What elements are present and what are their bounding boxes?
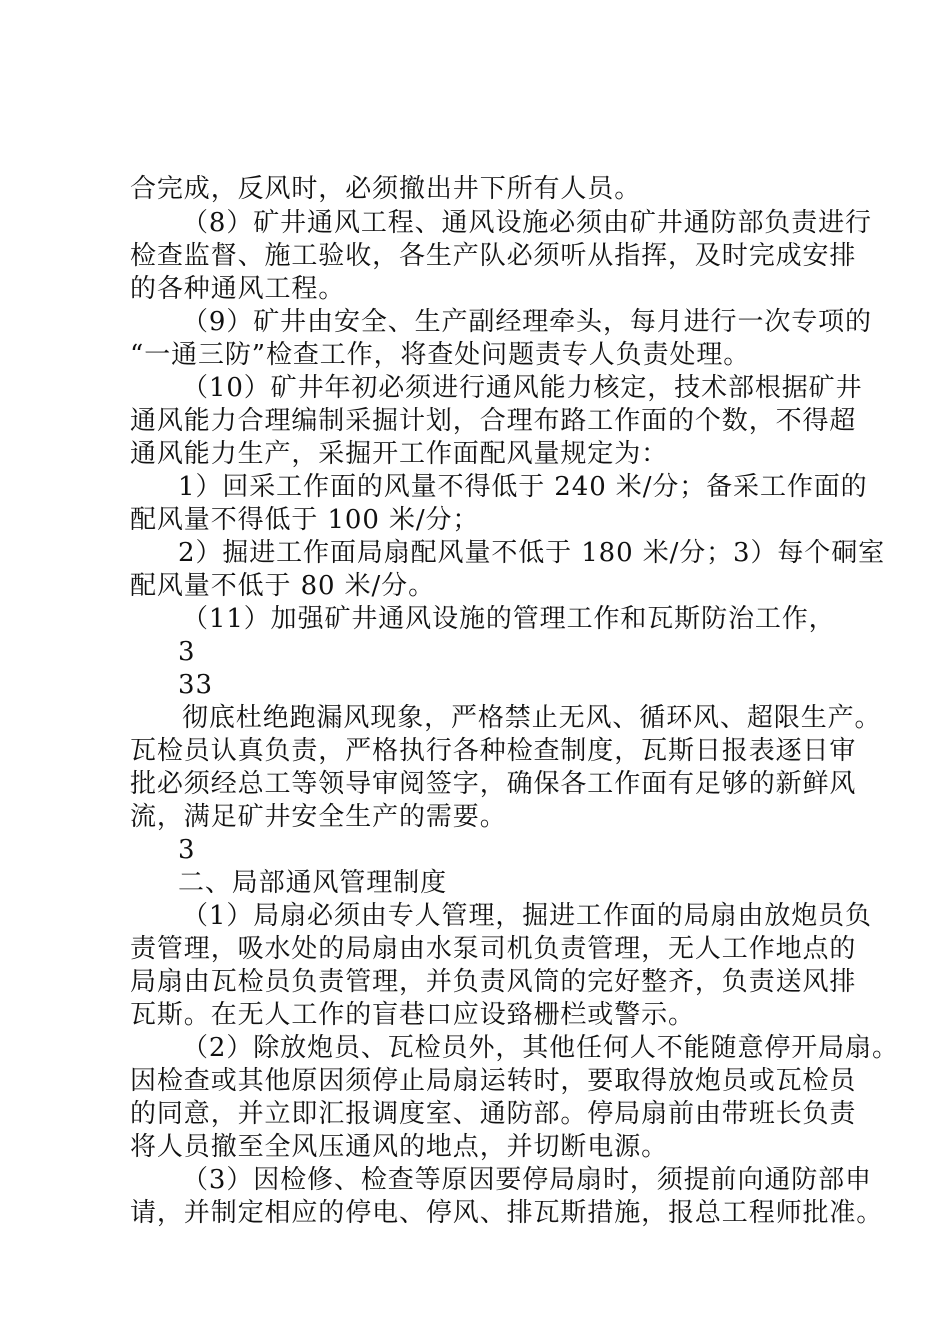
text-line: （8）矿井通风工程、通风设施必须由矿井通防部负责进行 bbox=[182, 208, 872, 238]
text-line: 责管理，吸水处的局扇由水泵司机负责管理，无人工作地点的 bbox=[130, 934, 857, 964]
text-line: 的各种通风工程。 bbox=[130, 274, 346, 304]
text-line: （11）加强矿井通风设施的管理工作和瓦斯防治工作， bbox=[182, 604, 836, 634]
text-line: 瓦检员认真负责，严格执行各种检查制度，瓦斯日报表逐日审 bbox=[130, 736, 857, 766]
section-heading: 二、局部通风管理制度 bbox=[178, 868, 448, 898]
text-line: 检查监督、施工验收，各生产队必须听从指挥，及时完成安排 bbox=[130, 241, 857, 271]
text-line: 请，并制定相应的停电、停风、排瓦斯措施，报总工程师批准。 bbox=[130, 1198, 884, 1228]
text-line: 1）回采工作面的风量不得低于 240 米/分；备采工作面的 bbox=[178, 472, 868, 502]
text-line: 将人员撤至全风压通风的地点，并切断电源。 bbox=[130, 1132, 669, 1162]
page-number: 3 bbox=[178, 637, 196, 667]
text-line: 局扇由瓦检员负责管理，并负责风筒的完好整齐，负责送风排 bbox=[130, 967, 857, 997]
text-line: （3）因检修、检查等原因要停局扇时，须提前向通防部申 bbox=[182, 1165, 872, 1195]
text-line: 通风能力生产，采掘开工作面配风量规定为： bbox=[130, 439, 669, 469]
text-line: 配风量不得低于 100 米/分； bbox=[130, 505, 480, 535]
text-line: （1）局扇必须由专人管理，掘进工作面的局扇由放炮员负 bbox=[182, 901, 872, 931]
text-line: 批必须经总工等领导审阅签字，确保各工作面有足够的新鲜风 bbox=[130, 769, 857, 799]
text-line: 2）掘进工作面局扇配风量不低于 180 米/分；3）每个硐室 bbox=[178, 538, 885, 568]
text-line: 因检查或其他原因须停止局扇运转时，要取得放炮员或瓦检员 bbox=[130, 1066, 857, 1096]
text-line: “一通三防”检查工作，将查处问题责专人负责处理。 bbox=[130, 340, 751, 370]
text-line: （10）矿井年初必须进行通风能力核定，技术部根据矿井 bbox=[182, 373, 863, 403]
text-line: （9）矿井由安全、生产副经理牵头，每月进行一次专项的 bbox=[182, 307, 872, 337]
text-line: 的同意，并立即汇报调度室、通防部。停局扇前由带班长负责 bbox=[130, 1099, 857, 1129]
page-number: 33 bbox=[178, 670, 213, 700]
text-line: 瓦斯。在无人工作的盲巷口应设臵栅栏或警示。 bbox=[130, 1000, 695, 1030]
text-line: 彻底杜绝跑漏风现象，严格禁止无风、循环风、超限生产。 bbox=[182, 703, 882, 733]
text-line: （2）除放炮员、瓦检员外，其他任何人不能随意停开局扇。 bbox=[182, 1033, 899, 1063]
text-line: 配风量不低于 80 米/分。 bbox=[130, 571, 435, 601]
text-line: 通风能力合理编制采掘计划，合理布路工作面的个数，不得超 bbox=[130, 406, 857, 436]
text-line: 流，满足矿井安全生产的需要。 bbox=[130, 802, 507, 832]
text-line: 合完成，反风时，必须撤出井下所有人员。 bbox=[130, 174, 642, 204]
page-number: 3 bbox=[178, 835, 196, 865]
